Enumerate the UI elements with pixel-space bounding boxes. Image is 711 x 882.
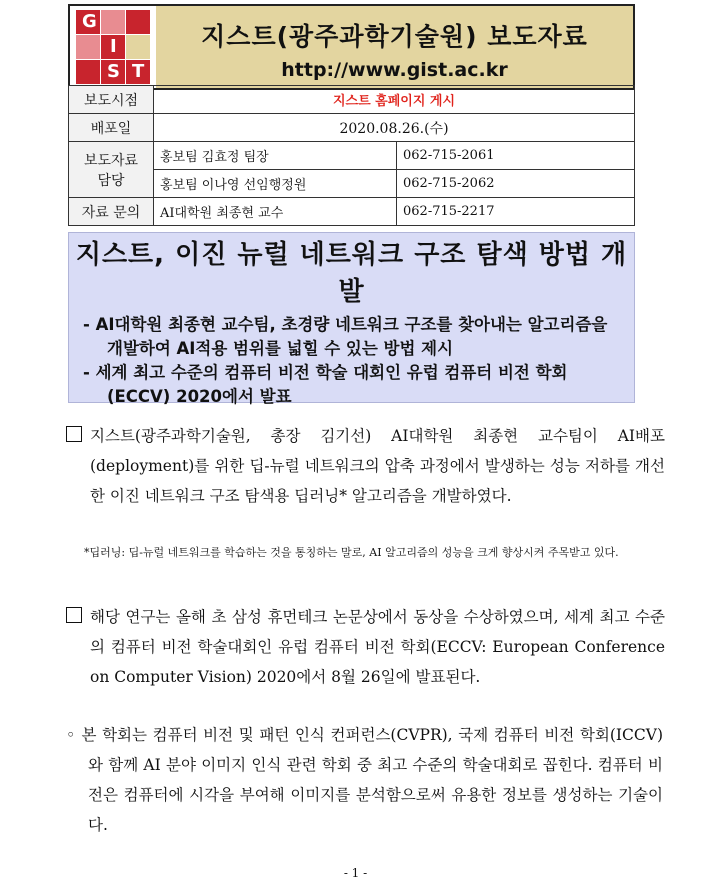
website-url[interactable]: http://www.gist.ac.kr [281, 59, 508, 81]
checkbox-bullet-icon [66, 426, 82, 442]
footnote: *딥러닝: 딥-뉴럴 네트워크를 학습하는 것을 통칭하는 말로, AI 알고리즘의 성능을 크게 향상시켜 주목받고 있다. [84, 546, 619, 559]
headline-bullet: - AI대학원 최종현 교수팀, 초경량 네트워크 구조를 찾아내는 알고리즘을 개발하여 AI적용 범위를 넓힐 수 있는 방법 제시 [83, 315, 608, 358]
paragraph-1-text: 지스트(광주과학기술원, 총장 김기선) AI대학원 최종현 교수팀이 AI배포(deployment)를 위한 딥-뉴럴 네트워크의 압축 과정에서 발생하는 성능 저하를 개선한 이진 네트워크 구조 탐색용 딥러닝* 알고리즘을 개발하였다. [90, 427, 665, 505]
contact-phone: 062-715-2061 [397, 142, 635, 170]
contact-name: 홍보팀 이나영 선임행정원 [154, 170, 397, 198]
logo-letter-g: G [82, 11, 97, 32]
release-date-value: 2020.08.26.(수) [154, 114, 635, 142]
headline-bullets [83, 313, 628, 409]
header-title-area [156, 5, 634, 89]
logo-letter-i: I [110, 36, 117, 57]
checkbox-bullet-icon [66, 607, 82, 623]
inquiry-name: AI대학원 최종현 교수 [154, 198, 397, 226]
headline-box [68, 232, 635, 406]
paragraph-2 [66, 602, 665, 692]
press-release-title: 지스트(광주과학기술원) 보도자료 [201, 22, 588, 51]
paragraph-1 [66, 421, 665, 511]
press-header [68, 4, 635, 90]
contact-label: 보도자료 담당 [69, 142, 154, 198]
release-time-value: 지스트 홈페이지 게시 [154, 86, 635, 114]
page-number: - 1 - [343, 866, 368, 880]
inquiry-label: 자료 문의 [69, 198, 154, 226]
contact-name: 홍보팀 김효정 팀장 [154, 142, 397, 170]
headline-bullet: - 세계 최고 수준의 컴퓨터 비전 학술 대회인 유럽 컴퓨터 비전 학회(ECCV) 2020에서 발표 [83, 363, 568, 406]
contact-phone: 062-715-2062 [397, 170, 635, 198]
release-info-table [68, 85, 635, 226]
paragraph-3: ◦ 본 학회는 컴퓨터 비전 및 패턴 인식 컨퍼런스(CVPR), 국제 컴퓨터 비전 학회(ICCV)와 함께 AI 분야 이미지 인식 관련 학회 중 최고 수준의 학술대회로 꼽힌다. 컴퓨터 비전은 컴퓨터에 시각을 부여해 이미지를 분석함으로써 유용한 정보를 생성하는 기술이다. [66, 726, 663, 834]
release-time-label: 보도시점 [69, 86, 154, 114]
gist-logo [69, 5, 156, 89]
inquiry-phone: 062-715-2217 [397, 198, 635, 226]
logo-letter-t: T [132, 61, 145, 82]
headline-title: 지스트, 이진 뉴럴 네트워크 구조 탐색 방법 개발 [75, 240, 628, 307]
logo-letter-s: S [107, 61, 120, 82]
release-date-label: 배포일 [69, 114, 154, 142]
paragraph-2-text: 해당 연구는 올해 초 삼성 휴먼테크 논문상에서 동상을 수상하였으며, 세계 최고 수준의 컴퓨터 비전 학술대회인 유럽 컴퓨터 비전 학회(ECCV: European Conference on Computer Vision) 2020에서 8월 26일에 발표된다. [90, 608, 665, 686]
